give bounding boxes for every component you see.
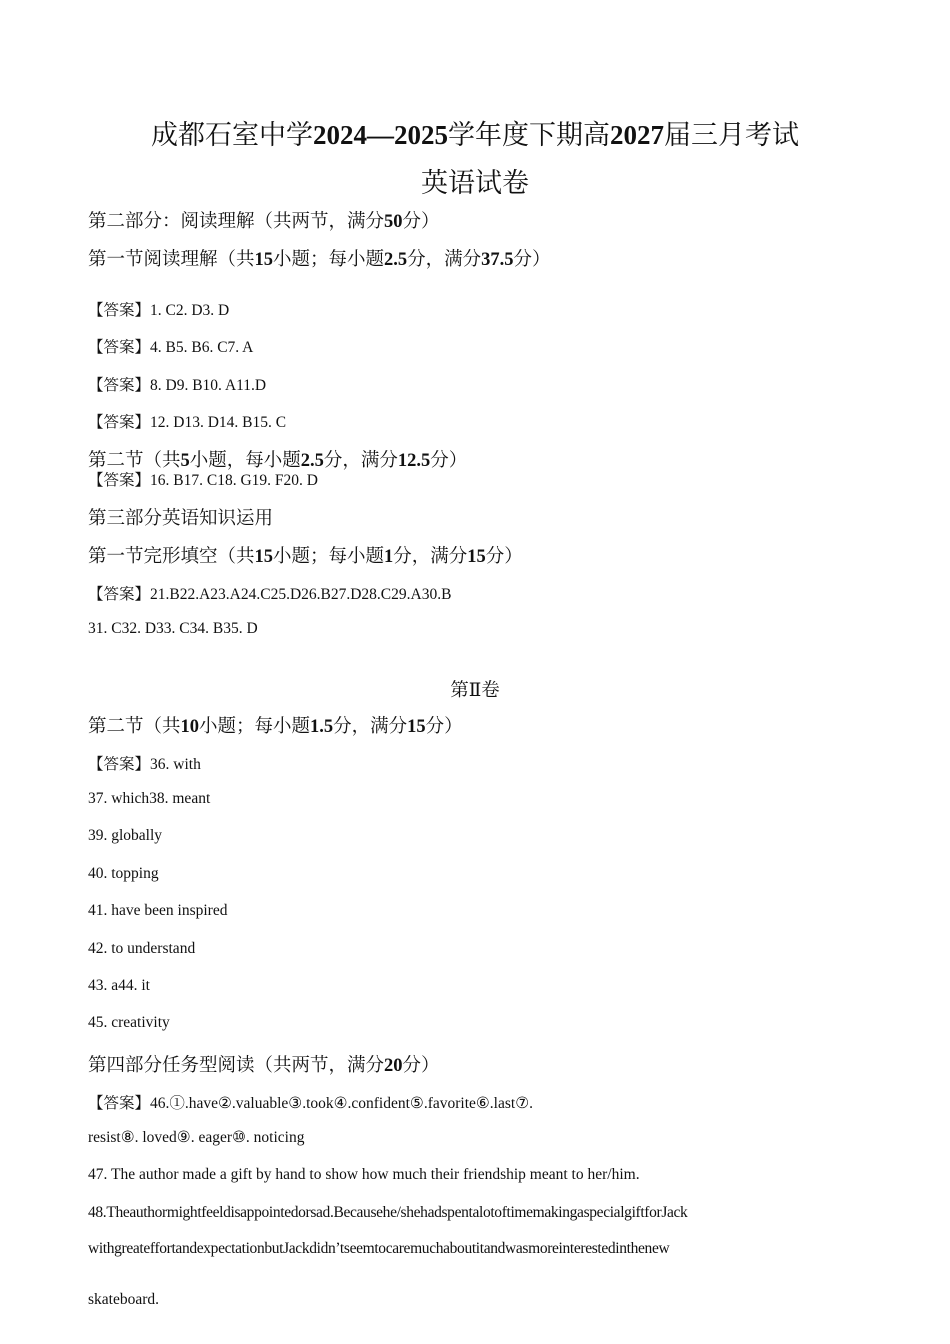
answer-line: 【答案】21.B22.A23.A24.C25.D26.B27.D28.C29.A30.B — [88, 586, 452, 603]
answer-line: withgreateffortandexpectationbutJackdidn’tseemtocaremuchaboutitandwasmoreinterestedinthenew — [88, 1240, 670, 1257]
answer-line: skateboard. — [88, 1291, 160, 1308]
part2-section1-heading: 第一节阅读理解（共15小题；每小题2.5分，满分37.5分） — [88, 250, 551, 270]
answer-line: resist⑧. loved⑨. eager⑩. noticing — [88, 1129, 305, 1146]
answer-line: 【答案】16. B17. C18. G19. F20. D — [88, 472, 318, 489]
answer-line: 40. topping — [88, 865, 159, 882]
answer-line: 【答案】1. C2. D3. D — [88, 302, 230, 319]
volume2-section2-heading: 第二节（共10小题；每小题1.5分，满分15分） — [88, 717, 463, 737]
answer-line: 【答案】12. D13. D14. B15. C — [88, 414, 287, 431]
page-subtitle: 英语试卷 — [421, 168, 529, 198]
part3-heading: 第三部分英语知识运用 — [88, 509, 274, 529]
answer-line: 【答案】46.①.have②.valuable③.took④.confident⑤.favorite⑥.last⑦. — [88, 1095, 533, 1112]
answer-line: 31. C32. D33. C34. B35. D — [88, 620, 258, 637]
answer-line: 42. to understand — [88, 940, 196, 957]
answer-line: 39. globally — [88, 827, 163, 844]
answer-line: 47. The author made a gift by hand to show how much their friendship meant to her/him. — [88, 1166, 640, 1183]
answer-line: 【答案】36. with — [88, 756, 201, 773]
part3-section1-heading: 第一节完形填空（共15小题；每小题1分，满分15分） — [88, 547, 523, 567]
answer-line: 45. creativity — [88, 1014, 170, 1031]
answer-line: 43. a44. it — [88, 977, 150, 994]
answer-line: 【答案】4. B5. B6. C7. A — [88, 339, 254, 356]
part4-heading: 第四部分任务型阅读（共两节，满分20分） — [88, 1056, 440, 1076]
answer-line: 48.Theauthormightfeeldisappointedorsad.Becausehe/shehadspentalotoftimemakingaspecialgiftforJack — [88, 1204, 688, 1221]
answer-line: 37. which38. meant — [88, 790, 211, 807]
page-title: 成都石室中学2024—2025学年度下期高2027届三月考试 — [151, 120, 799, 150]
volume-label: 第Ⅱ卷 — [450, 681, 500, 701]
part2-heading: 第二部分：阅读理解（共两节，满分50分） — [88, 212, 440, 232]
answer-line: 41. have been inspired — [88, 902, 228, 919]
part2-section2-heading: 第二节（共5小题，每小题2.5分，满分12.5分） — [88, 451, 468, 471]
answer-line: 【答案】8. D9. B10. A11.D — [88, 377, 267, 394]
